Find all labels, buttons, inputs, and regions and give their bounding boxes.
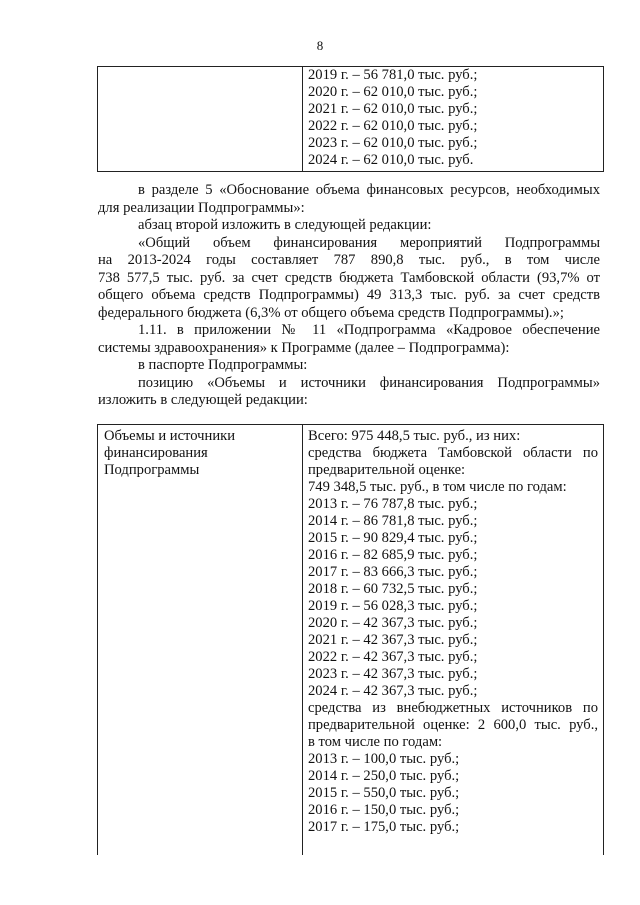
year-line: 2017 г. – 175,0 тыс. руб.; [308, 819, 460, 835]
table-line: 2020 г. – 62 010,0 тыс. руб.; [308, 84, 478, 100]
year-line: 2013 г. – 76 787,8 тыс. руб.; [308, 496, 478, 512]
funding-table-continuation [97, 66, 604, 172]
page-number: 8 [316, 38, 324, 53]
paragraph-line: в разделе 5 «Обоснование объема финансовых ресурсов, необходимых [138, 182, 600, 198]
year-line: 2013 г. – 100,0 тыс. руб.; [308, 751, 460, 767]
paragraph-line: на 2013-2024 годы составляет 787 890,8 тыс. руб., в том числе [98, 252, 600, 268]
table-line: Подпрограммы [104, 462, 200, 478]
table-cell-left [104, 428, 235, 479]
year-line: 2014 г. – 250,0 тыс. руб.; [308, 768, 460, 784]
table-cell-right [308, 67, 477, 169]
body-text [98, 182, 600, 410]
paragraph-line: системы здравоохранения» к Программе (далее – Подпрограмма): [98, 339, 510, 356]
year-line: 2014 г. – 86 781,8 тыс. руб.; [308, 513, 478, 529]
paragraph: в паспорте Подпрограммы: [138, 357, 308, 373]
year-line: 2024 г. – 42 367,3 тыс. руб.; [308, 683, 478, 699]
table-line: предварительной оценке: [308, 462, 466, 478]
year-line: 2017 г. – 83 666,3 тыс. руб.; [308, 564, 478, 580]
table-line: 2023 г. – 62 010,0 тыс. руб.; [308, 135, 478, 151]
funding-sources-table [97, 424, 604, 855]
paragraph-line: 1.11. в приложении № 11 «Подпрограмма «Кадровое обеспечение [138, 322, 600, 338]
table-line: средства из внебюджетных источников по [308, 700, 598, 716]
paragraph-line: изложить в следующей редакции: [98, 392, 308, 408]
table-line: в том числе по годам: [308, 734, 443, 750]
paragraph-line: позицию «Объемы и источники финансирования Подпрограммы» [138, 374, 600, 391]
year-line: 2016 г. – 150,0 тыс. руб.; [308, 802, 460, 818]
table-line: 749 348,5 тыс. руб., в том числе по годам: [308, 479, 567, 495]
paragraph-line: «Общий объем финансирования мероприятий Подпрограммы [138, 234, 600, 251]
table-line: финансирования [104, 445, 208, 461]
table-column-divider [302, 425, 303, 855]
year-line: 2016 г. – 82 685,9 тыс. руб.; [308, 547, 478, 563]
table-line: средства бюджета Тамбовской области по [308, 445, 598, 461]
year-line: 2020 г. – 42 367,3 тыс. руб.; [308, 615, 478, 631]
year-line: 2023 г. – 42 367,3 тыс. руб.; [308, 666, 478, 682]
paragraph-line: общего объема средств Подпрограммы) 49 313,3 тыс. руб. за счет средств [98, 287, 600, 303]
table-column-divider [302, 67, 303, 171]
table-line: 2022 г. – 62 010,0 тыс. руб.; [308, 118, 478, 134]
year-line: 2022 г. – 42 367,3 тыс. руб.; [308, 649, 478, 665]
table-line: предварительной оценке: 2 600,0 тыс. руб., [308, 717, 598, 733]
table-line: 2021 г. – 62 010,0 тыс. руб.; [308, 101, 478, 117]
total-line: Всего: 975 448,5 тыс. руб., из них: [308, 428, 521, 444]
paragraph: абзац второй изложить в следующей редакции: [138, 217, 432, 233]
table-line: 2024 г. – 62 010,0 тыс. руб. [308, 152, 474, 168]
table-line: Объемы и источники [104, 428, 236, 444]
paragraph-line: для реализации Подпрограммы»: [98, 199, 305, 216]
paragraph-line: 738 577,5 тыс. руб. за счет средств бюджета Тамбовской области (93,7% от [98, 269, 600, 286]
year-line: 2018 г. – 60 732,5 тыс. руб.; [308, 581, 478, 597]
year-line: 2021 г. – 42 367,3 тыс. руб.; [308, 632, 478, 648]
year-line: 2019 г. – 56 028,3 тыс. руб.; [308, 598, 478, 614]
table-cell-right [308, 428, 598, 836]
year-line: 2015 г. – 550,0 тыс. руб.; [308, 785, 460, 801]
table-line: 2019 г. – 56 781,0 тыс. руб.; [308, 67, 478, 83]
year-line: 2015 г. – 90 829,4 тыс. руб.; [308, 530, 478, 546]
paragraph-line: федерального бюджета (6,3% от общего объема средств Подпрограммы).»; [98, 304, 564, 321]
